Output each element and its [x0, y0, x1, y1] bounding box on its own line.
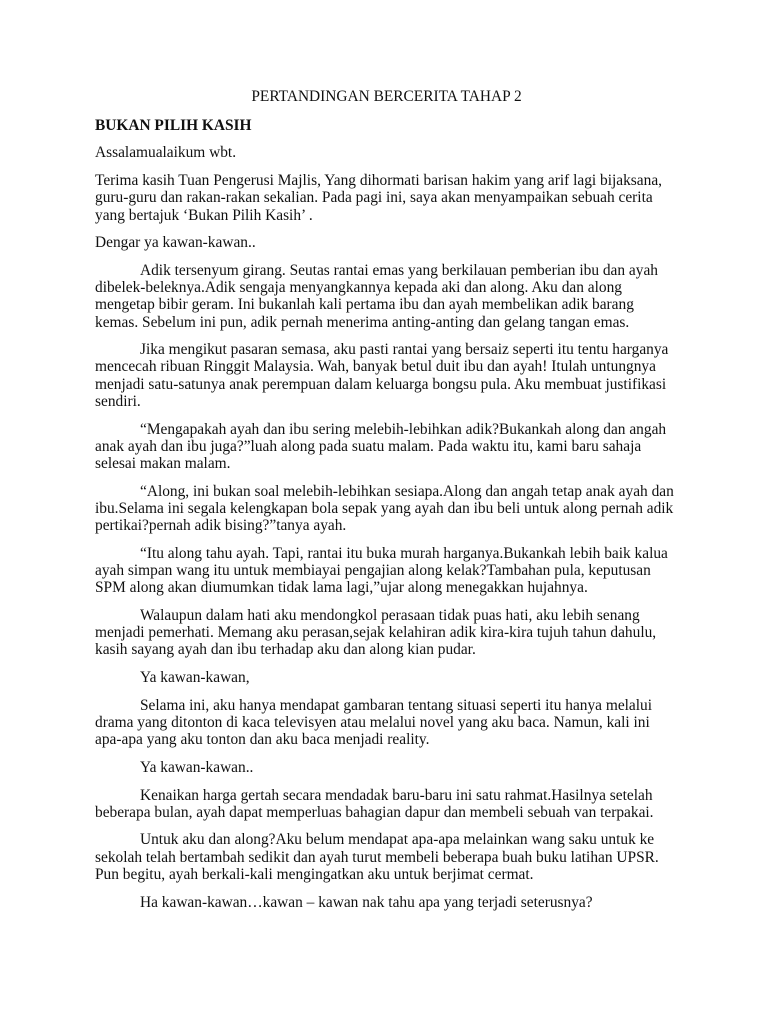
greeting: Assalamualaikum wbt.: [95, 144, 237, 162]
document-heading: PERTANDINGAN BERCERITA TAHAP 2: [251, 88, 522, 105]
paragraph: Ya kawan-kawan..: [140, 758, 254, 776]
paragraph: “Itu along tahu ayah. Tapi, rantai itu buka murah harganya.Bukankah lebih baik kalua ayah simpan wang itu untuk membiayai pengajian along kelak?Tambahan pula, keputusan SPM along akan diumumkan tidak lama lagi,”ujar along menegakkan hujahnya.: [95, 544, 668, 597]
paragraph: Untuk aku dan along?Aku belum mendapat apa-apa melainkan wang saku untuk ke sekolah telah bertambah sedikit dan ayah turut membeli beberapa buah buku latihan UPSR. Pun begitu, ayah berkali-kali mengingatkan aku untuk berjimat cermat.: [95, 831, 659, 883]
paragraph: Walaupun dalam hati aku mendongkol perasaan tidak puas hati, aku lebih senang menjadi pemerhati. Memang aku perasan,sejak kelahiran adik kira-kira tujuh tahun dahulu, kasih sayang ayah dan ibu terhadap aku dan along kian pudar.: [95, 606, 657, 659]
paragraph-address: Dengar ya kawan-kawan..: [95, 234, 256, 252]
story-title: BUKAN PILIH KASIH: [95, 117, 252, 135]
paragraph: “Along, ini bukan soal melebih-lebihkan sesiapa.Along dan angah tetap anak ayah dan ibu.Selama ini segala kelengkapan bola sepak yang ayah dan ibu beli untuk along pernah adik pertikai?pernah adik bising?”tanya ayah.: [95, 482, 674, 535]
paragraph: Ha kawan-kawan…kawan – kawan nak tahu apa yang terjadi seterusnya?: [140, 893, 593, 911]
paragraph: Ya kawan-kawan,: [140, 668, 250, 686]
paragraph: Selama ini, aku hanya mendapat gambaran tentang situasi seperti itu hanya melalui drama yang ditonton di kaca televisyen atau melalui novel yang aku baca. Namun, kali ini apa-apa yang aku tonton dan aku baca menjadi reality.: [95, 696, 653, 749]
document-body: [95, 88, 678, 921]
paragraph: Adik tersenyum girang. Seutas rantai emas yang berkilauan pemberian ibu dan ayah dibelek-beleknya.Adik sengaja menyangkannya kepada aki dan along. Aku dan along mengetap bibir geram. Ini bukanlah kali pertama ibu dan ayah membelikan adik barang kemas. Sebelum ini pun, adik pernah menerima anting-anting dan gelang tangan emas.: [95, 261, 658, 331]
paragraph-intro: Terima kasih Tuan Pengerusi Majlis, Yang dihormati barisan hakim yang arif lagi bijaksana, guru-guru dan rakan-rakan sekalian. Pada pagi ini, saya akan menyampaikan sebuah cerita yang bertajuk ‘Bukan Pilih Kasih’ .: [95, 172, 663, 224]
paragraph: “Mengapakah ayah dan ibu sering melebih-lebihkan adik?Bukankah along dan angah anak ayah dan ibu juga?”luah along pada suatu malam. Pada waktu itu, kami baru sahaja selesai makan malam.: [95, 420, 667, 472]
paragraph: Kenaikan harga gertah secara mendadak baru-baru ini satu rahmat.Hasilnya setelah beberapa bulan, ayah dapat memperluas bahagian dapur dan membeli sebuah van terpakai.: [95, 786, 654, 821]
paragraph: Jika mengikut pasaran semasa, aku pasti rantai yang bersaiz seperti itu tentu harganya mencecah ribuan Ringgit Malaysia. Wah, banyak betul duit ibu dan ayah! Itulah untungnya menjadi satu-satunya anak perempuan dalam keluarga bongsu pula. Aku membuat justifikasi sendiri.: [95, 341, 669, 410]
